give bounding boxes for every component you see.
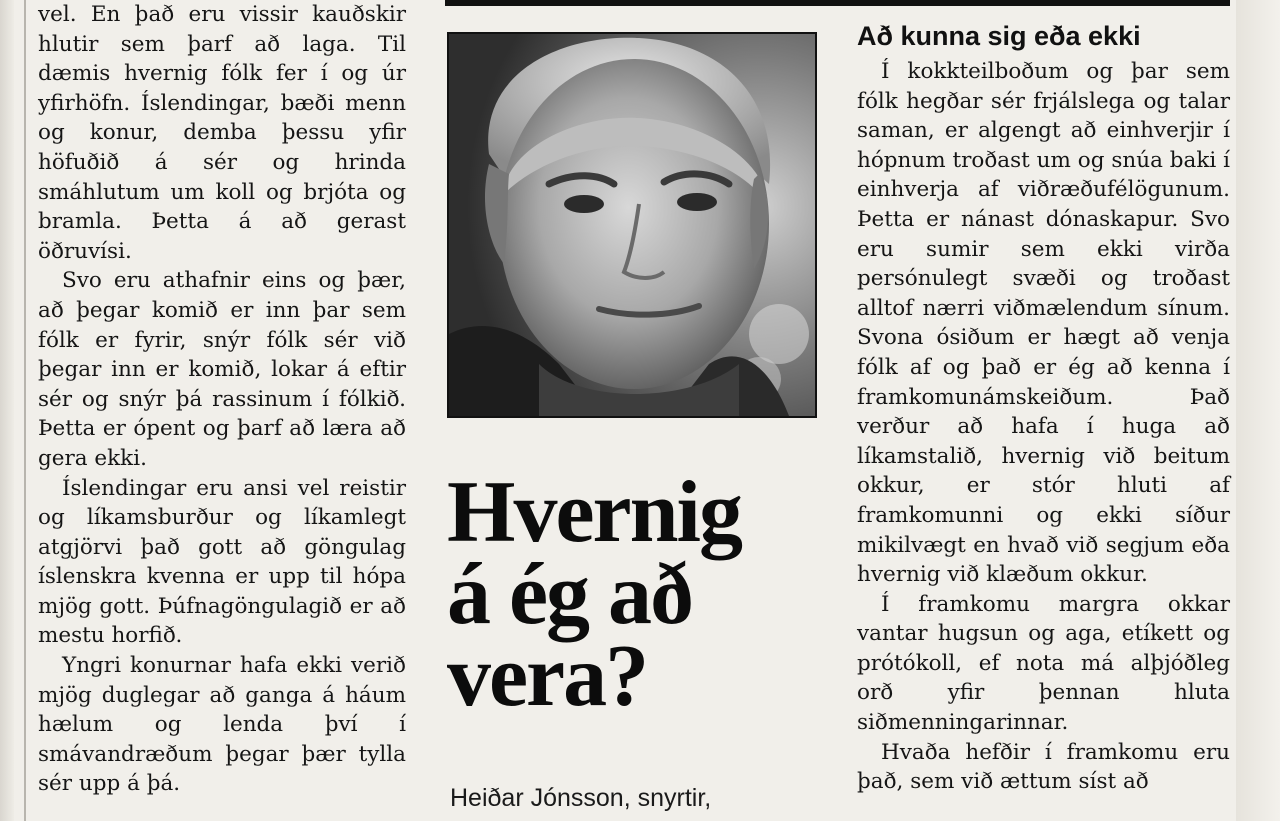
section-subhead: Að kunna sig eða ekki xyxy=(857,21,1141,51)
headline-line: vera? xyxy=(447,628,648,725)
paragraph: vel. En það eru vissir kauðskir hlutir sem þarf að laga. Til dæmis hvernig fólk fer í og úr yfirhöfn. Íslendingar, bæði menn og konur, demba þessu yfir höfuðið á sér og hrinda smáhlutum um koll og brjóta og bramla. Þetta á að gerast öðruvísi. xyxy=(38,2,406,264)
headline-line: á ég að xyxy=(447,546,693,643)
paragraph: Hvaða hefðir í framkomu eru það, sem við ættum síst að xyxy=(857,739,1230,795)
paragraph: Yngri konurnar hafa ekki verið mjög duglegar að ganga á háum hælum og lenda því í smávandræðum þegar þær tylla sér upp á þá. xyxy=(38,653,406,797)
paragraph: Í framkomu margra okkar vantar hugsun og aga, etíkett og prótókoll, ef nota má alþjóðleg orð yfir þennan hluta siðmenningarinnar. xyxy=(857,591,1230,736)
paragraph: Íslendingar eru ansi vel reistir og líkamsburður og líkamlegt atgjörvi það gott að göngulag íslenskra kvenna er upp til hópa mjög gott. Þúfnagöngulagið er að mestu horfið. xyxy=(38,475,406,649)
paragraph: Svo eru athafnir eins og þær, að þegar komið er inn þar sem fólk er fyrir, snýr fólk sér við þegar inn er komið, lokar á eftir sér og snýr þá rassinum í fólkið. Þetta er ópent og þarf að læra að gera ekki. xyxy=(38,268,406,471)
top-rule xyxy=(445,0,1230,6)
left-text-column xyxy=(38,0,406,799)
paragraph: Í kokkteilboðum og þar sem fólk hegðar sér frjálslega og talar saman, er algengt að einhverjir í hópnum troðast um og snúa baki í einhverja af viðræðufélögunum. Þetta er nánast dónaskapur. Svo eru sumir sem ekki virða persónulegt svæði og troðast alltof nærri viðmælendum sínum. Svona ósiðum er hægt að venja fólk af og það er ég að kenna í framkomunámskeiðum. Það verður að hafa í huga að líkamstalið, hvernig við beitum okkur, er stór hluti af framkomunni og ekki síður mikilvægt en hvað við segjum eða hvernig við klæðum okkur. xyxy=(857,59,1230,588)
byline: Heiðar Jónsson, snyrtir, xyxy=(450,784,712,812)
page-edge xyxy=(0,0,14,821)
column-rule xyxy=(24,0,26,821)
portrait-photo xyxy=(447,32,817,418)
headline xyxy=(447,464,827,725)
right-text-column xyxy=(857,57,1230,797)
headline-line: Hvernig xyxy=(447,464,741,561)
page-edge-right xyxy=(1236,0,1280,821)
